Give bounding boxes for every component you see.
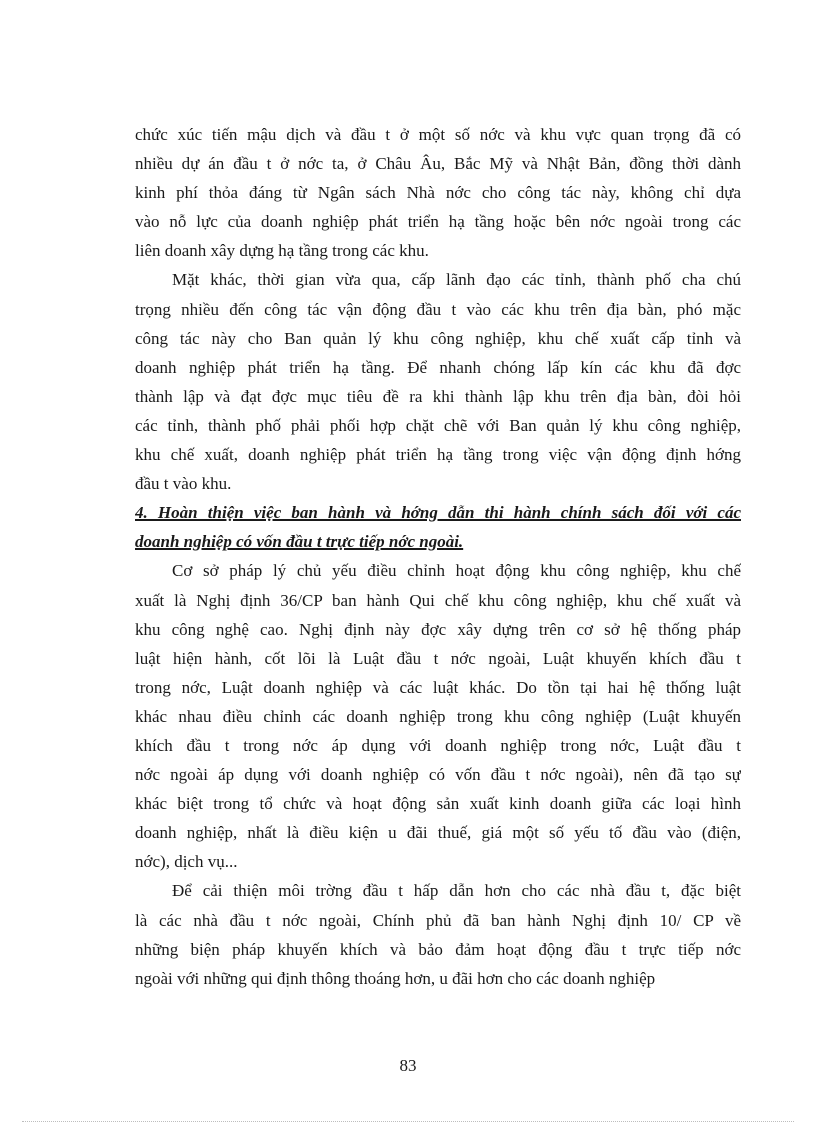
text-line: nhiều dự án đầu t ở nớc ta, ở Châu Âu, Bắc Mỹ và Nhật Bản, đồng thời dành xyxy=(135,154,741,174)
text-line: vào nỗ lực của doanh nghiệp phát triển hạ tầng hoặc bên nớc ngoài trong các xyxy=(135,212,741,232)
text-line: khác biệt trong tổ chức và hoạt động sản xuất kinh doanh giữa các loại hình xyxy=(135,794,741,814)
body-paragraph xyxy=(135,556,741,876)
text-line: là các nhà đầu t nớc ngoài, Chính phủ đã ban hành Nghị định 10/ CP về xyxy=(135,910,741,930)
text-line: doanh nghiệp, nhất là điều kiện u đãi thuế, giá một số yếu tố đầu vào (điện, xyxy=(135,823,741,843)
text-line: xuất là Nghị định 36/CP ban hành Qui chế khu công nghiệp, khu chế xuất và xyxy=(135,590,741,610)
body-paragraph xyxy=(135,876,741,992)
text-line: luật hiện hành, cốt lõi là Luật đầu t nớc ngoài, Luật khuyến khích đầu t xyxy=(135,648,741,668)
text-line: Mặt khác, thời gian vừa qua, cấp lãnh đạo các tỉnh, thành phố cha chú xyxy=(172,270,741,290)
body-paragraph xyxy=(135,265,741,498)
text-line: các tỉnh, thành phố phải phối hợp chặt chẽ với Ban quản lý khu công nghiệp, xyxy=(135,415,741,435)
text-line: khu công nghệ cao. Nghị định này đợc xây dựng trên cơ sở hệ thống pháp xyxy=(135,619,741,639)
text-line: khu chế xuất, doanh nghiệp phát triển hạ tầng trong việc vận động định hớng xyxy=(135,445,741,465)
text-line: liên doanh xây dựng hạ tầng trong các khu. xyxy=(135,241,429,261)
text-line: kinh phí thỏa đáng từ Ngân sách Nhà nớc cho công tác này, không chỉ dựa xyxy=(135,183,741,203)
text-line: Cơ sở pháp lý chủ yếu điều chỉnh hoạt động khu công nghiệp, khu chế xyxy=(172,561,741,581)
text-line: trọng nhiều đến công tác vận động đầu t vào các khu trên địa bàn, phó mặc xyxy=(135,299,741,319)
body-paragraph xyxy=(135,120,741,265)
document-body xyxy=(135,120,741,993)
text-line: doanh nghiệp có vốn đầu t trực tiếp nớc ngoài. xyxy=(135,532,464,552)
text-line: công tác này cho Ban quản lý khu công nghiệp, khu chế xuất cấp tỉnh và xyxy=(135,328,741,348)
text-line: doanh nghiệp phát triển hạ tầng. Để nhanh chóng lấp kín các khu đã đợc xyxy=(135,357,741,377)
text-line: thành lập và đạt đợc mục tiêu đề ra khi thành lập khu trên địa bàn, đòi hỏi xyxy=(135,386,741,406)
text-line: khác nhau điều chỉnh các doanh nghiệp trong khu công nghiệp (Luật khuyến xyxy=(135,706,741,726)
text-line: Để cải thiện môi trờng đầu t hấp dẫn hơn cho các nhà đầu t, đặc biệt xyxy=(172,881,741,901)
text-line: 4. Hoàn thiện việc ban hành và hớng dẫn thi hành chính sách đối với các xyxy=(135,503,741,523)
text-line: nớc), dịch vụ... xyxy=(135,852,238,872)
text-line: chức xúc tiến mậu dịch và đầu t ở một số nớc và khu vực quan trọng đã có xyxy=(135,125,741,144)
text-line: trong nớc, Luật doanh nghiệp và các luật khác. Do tồn tại hai hệ thống luật xyxy=(135,677,741,697)
section-heading xyxy=(135,498,741,556)
text-line: ngoài với những qui định thông thoáng hơn, u đãi hơn cho các doanh nghiệp xyxy=(135,968,656,988)
text-line: những biện pháp khuyến khích và bảo đảm hoạt động đầu t trực tiếp nớc xyxy=(135,939,741,959)
text-line: nớc ngoài áp dụng với doanh nghiệp có vốn đầu t nớc ngoài), nên đã tạo sự xyxy=(135,765,741,785)
text-line: khích đầu t trong nớc áp dụng với doanh nghiệp trong nớc, Luật đầu t xyxy=(135,735,741,755)
page-number: 83 xyxy=(399,1056,417,1075)
text-line: đầu t vào khu. xyxy=(135,474,232,494)
page-bottom-divider xyxy=(22,1121,794,1122)
